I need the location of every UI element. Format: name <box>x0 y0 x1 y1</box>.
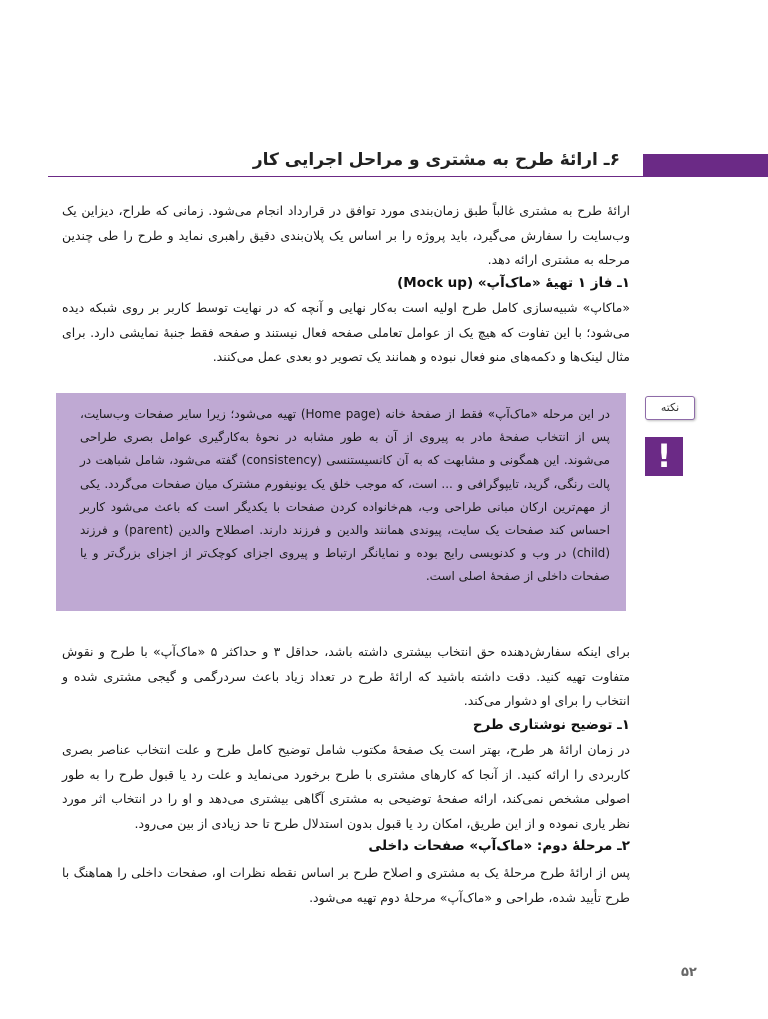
note-text: در این مرحله «ماک‌آپ» فقط از صفحهٔ خانه (Home page) تهیه می‌شود؛ زیرا سایر صفحات وب‌سایت، پس از انتخاب صفحهٔ مادر به پیروی از آن به طور مشابه در نحوهٔ به‌کارگیری عوامل بصری طراحی می‌شوند. این همگونی و مشابهت که به آن کانسیستنسی (consistency) گفته می‌شود، شامل شباهت در پالت رنگی، گرید، تایپوگرافی و ... است، که موجب خلق یک یونیفورم مشترک میان صفحات می‌گردد. یکی از مهم‌ترین ارکان مبانی طراحی وب، هم‌خانواده کردن صفحات با یکدیگر است که باعث می‌شود کاربر احساس کند صفحات یک سایت، پیوندی همانند والدین و فرزند دارند. اصطلاح والدین (parent) و فرزند (child) در وب و کدنویسی رایج بوده و نمایانگر ارتباط و پیروی اجزای کوچک‌تر از اجزای بزرگ‌تر و یا صفحات داخلی از صفحهٔ اصلی است. <box>80 407 610 584</box>
phase1-paragraph: «ماکاپ» شبیه‌سازی کامل طرح اولیه است به‌کار نهایی و آنچه که در نهایت توسط کاربر بر روی شبکه دیده می‌شود؛ با این تفاوت که هیچ یک از عوامل تعاملی صفحه فعال نیستند و صفحه فقط جنبهٔ نمایشی دارد. برای مثال لینک‌ها و دکمه‌های منو فعال نبوده و همانند یک تصویر دو بعدی عمل می‌کنند. <box>62 300 630 364</box>
item2-title: ۲ـ مرحلهٔ دوم: «ماک‌آپ» صفحات داخلی <box>368 838 630 854</box>
exclamation-icon: ! <box>645 437 683 476</box>
item2-paragraph: پس از ارائهٔ طرح مرحلهٔ یک به مشتری و اصلاح طرح بر اساس نقطه نظرات او، صفحات داخلی را هماهنگ با طرح تأیید شده، طراحی و «ماک‌آپ» مرحلهٔ دوم تهیه می‌شود. <box>62 865 630 905</box>
item1-title: ۱ـ توضیح نوشتاری طرح <box>472 717 630 733</box>
after-note-paragraph: برای اینکه سفارش‌دهنده حق انتخاب بیشتری داشته باشد، حداقل ۳ و حداکثر ۵ «ماک‌آپ» با طرح و نقوش متفاوت تهیه کنید. دقت داشته باشید که ارائهٔ طرح در تعداد زیاد باعث سردرگمی و گیجی مشتری شده و انتخاب را برای او دشوار می‌کند. <box>62 644 630 708</box>
note-tag: نکته <box>645 396 695 420</box>
section-heading: ۶ـ ارائهٔ طرح به مشتری و مراحل اجرایی کار <box>252 150 620 170</box>
intro-paragraph: ارائهٔ طرح به مشتری غالباً طبق زمان‌بندی مورد توافق در قرارداد انجام می‌شود. زمانی که طراح، دیزاین یک وب‌سایت را سفارش می‌گیرد، باید پروژه را بر اساس یک پلان‌بندی دقیق راهبری نماید و طرح را طی چندین مرحله به مشتری ارائه دهد. <box>62 203 630 267</box>
heading-rule <box>48 176 643 177</box>
heading-accent-bar <box>643 154 768 177</box>
phase1-title: ۱ـ فاز ۱ تهیهٔ «ماک‌آپ» (Mock up) <box>397 275 630 291</box>
page-number: ۵۲ <box>681 965 697 980</box>
item1-paragraph: در زمان ارائهٔ هر طرح، بهتر است یک صفحهٔ مکتوب شامل توضیح کامل طرح و علت انتخاب عناصر بصری کاربردی را ارائه کنید. از آنجا که کارهای مشتری با طرح برخورد می‌نماید و علت رد یا قبول طرح را به طور اصولی مشخص نمی‌کند، ارائه صفحهٔ توضیحی به مشتری آگاهی بیشتری می‌دهد و او را در انتخاب اثر مورد نظر یاری نموده و از این طریق، امکان رد یا قبول بدون استدلال طرح تا حد زیادی از بین می‌رود. <box>62 742 630 831</box>
